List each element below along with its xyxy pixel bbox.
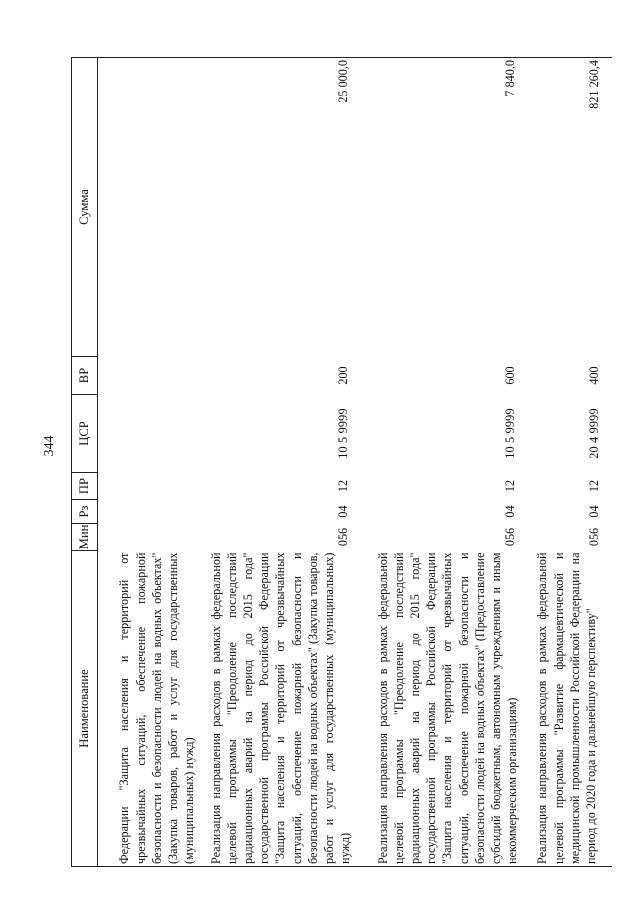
header-rz: Рз bbox=[72, 500, 98, 524]
table-row bbox=[206, 58, 362, 867]
header-vr: ВР bbox=[72, 357, 98, 395]
row-min: 056 bbox=[503, 527, 518, 547]
header-pr: ПР bbox=[72, 473, 98, 500]
page-number: 344 bbox=[42, 435, 57, 457]
row-csr: 20 4 9999 bbox=[587, 408, 602, 459]
row-sum: 25 000,0 bbox=[206, 58, 362, 357]
header-name: Наименование bbox=[72, 551, 98, 867]
table-row bbox=[361, 58, 528, 867]
row-vr: 400 bbox=[587, 366, 602, 385]
header-csr: ЦСР bbox=[72, 395, 98, 473]
row-csr: 10 5 9999 bbox=[503, 408, 518, 459]
row-pr: 12 bbox=[503, 479, 518, 493]
row-name: Реализация направления расходов в рамках федеральной целевой программы "Развитие фармацевтической и медицинской промышленности Российской Федерации на период до 2020 года и дальнейшую перспективу" bbox=[528, 551, 612, 867]
row-csr bbox=[98, 395, 206, 473]
row-pr: 12 bbox=[587, 479, 602, 493]
row-min: 056 bbox=[587, 527, 602, 547]
row-pr bbox=[98, 473, 206, 500]
row-rz bbox=[98, 500, 206, 524]
rotated-table-area bbox=[71, 58, 607, 867]
header-min: Мин bbox=[72, 524, 98, 551]
row-sum: 821 260,4 bbox=[528, 58, 612, 357]
row-min: 056 bbox=[336, 527, 351, 547]
table-row bbox=[528, 58, 612, 867]
budget-table bbox=[71, 57, 612, 867]
row-vr bbox=[98, 357, 206, 395]
row-name: Реализация направления расходов в рамках федеральной целевой программы "Преодоление последствий радиационных аварий на период до 2015 года" государственной программы Российской Федерации "Защита населения и территорий от чрезвычайных ситуаций, обеспечение пожарной безопасности и безопасности людей на водных объектах" (Предоставление субсидий бюджетным, автономным учреждениям и иным некоммерческим организациям) bbox=[361, 551, 528, 867]
row-name: Федерации "Защита населения и территорий от чрезвычайных ситуаций, обеспечение пожарной безопасности и безопасности людей на водных объектах" (Закупка товаров, работ и услуг для государственных (муниципальных) нужд) bbox=[98, 551, 206, 867]
row-vr: 200 bbox=[336, 366, 351, 385]
row-rz: 04 bbox=[336, 505, 351, 518]
row-csr: 10 5 9999 bbox=[336, 408, 351, 459]
table-row bbox=[98, 58, 206, 867]
row-min bbox=[98, 524, 206, 551]
header-sum: Сумма bbox=[72, 58, 98, 357]
row-name: Реализация направления расходов в рамках федеральной целевой программы "Преодоление последствий радиационных аварий на период до 2015 года" государственной программы Российской Федерации "Защита населения и территорий от чрезвычайных ситуаций, обеспечение пожарной безопасности и безопасности людей на водных объектах" (Закупка товаров, работ и услуг для государственных (муниципальных) нужд) bbox=[206, 551, 362, 867]
row-rz: 04 bbox=[503, 505, 518, 518]
row-vr: 600 bbox=[503, 366, 518, 385]
row-sum: 7 840,0 bbox=[361, 58, 528, 357]
row-rz: 04 bbox=[587, 505, 602, 518]
row-pr: 12 bbox=[336, 479, 351, 493]
table-header-row bbox=[72, 58, 98, 867]
row-sum bbox=[98, 58, 206, 357]
